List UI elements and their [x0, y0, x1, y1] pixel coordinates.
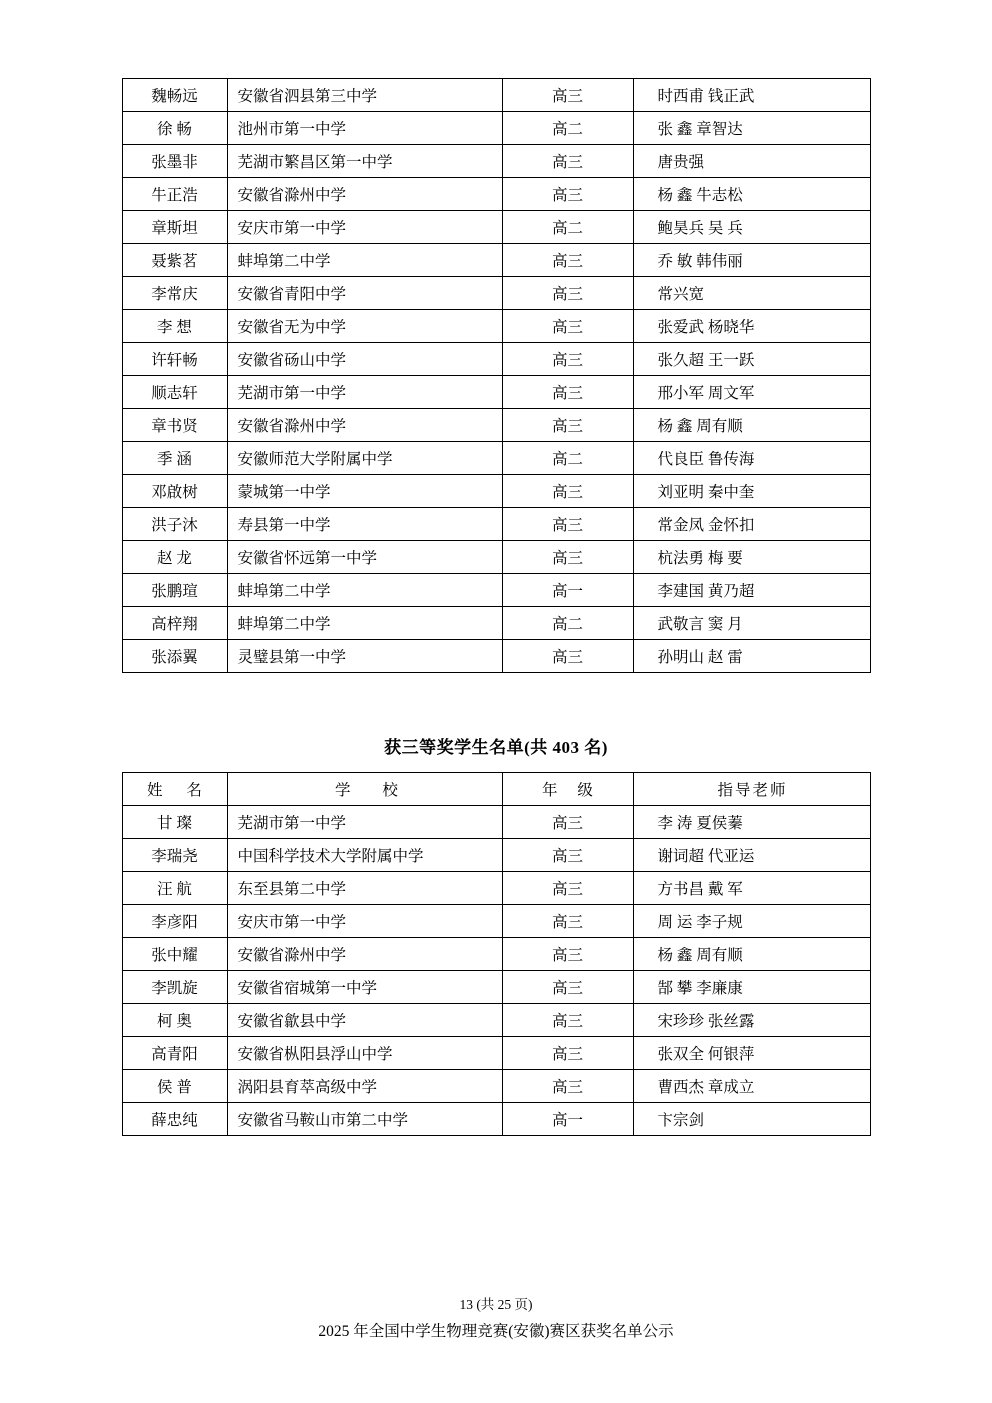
student-name: 章书贤: [122, 409, 227, 442]
student-grade: 高三: [502, 376, 633, 409]
student-name: 李彦阳: [122, 905, 227, 938]
student-name: 薛忠纯: [122, 1103, 227, 1136]
student-name: 汪 航: [122, 872, 227, 905]
student-teachers: 张爱武 杨晓华: [633, 310, 870, 343]
table-row: [122, 905, 870, 938]
student-name: 高梓翔: [122, 607, 227, 640]
table-row: [122, 343, 870, 376]
student-name: 李瑞尧: [122, 839, 227, 872]
table2-body: [122, 806, 870, 1136]
student-school: 蚌埠第二中学: [227, 574, 502, 607]
student-name: 柯 奥: [122, 1004, 227, 1037]
table-row: [122, 211, 870, 244]
student-school: 安徽省无为中学: [227, 310, 502, 343]
student-school: 芜湖市繁昌区第一中学: [227, 145, 502, 178]
table-row: [122, 872, 870, 905]
student-school: 蚌埠第二中学: [227, 244, 502, 277]
header-name: 姓 名: [122, 773, 227, 806]
student-teachers: 邢小军 周文军: [633, 376, 870, 409]
student-teachers: 杨 鑫 周有顺: [633, 409, 870, 442]
student-school: 安徽省滁州中学: [227, 178, 502, 211]
student-school: 安庆市第一中学: [227, 905, 502, 938]
table-row: [122, 112, 870, 145]
student-school: 蒙城第一中学: [227, 475, 502, 508]
student-grade: 高三: [502, 541, 633, 574]
table-row: [122, 277, 870, 310]
student-name: 甘 璨: [122, 806, 227, 839]
table-row: [122, 145, 870, 178]
student-teachers: 杨 鑫 牛志松: [633, 178, 870, 211]
student-teachers: 杨 鑫 周有顺: [633, 938, 870, 971]
student-teachers: 刘亚明 秦中奎: [633, 475, 870, 508]
table-row: [122, 178, 870, 211]
student-grade: 高三: [502, 640, 633, 673]
student-school: 安徽省滁州中学: [227, 409, 502, 442]
student-school: 灵璧县第一中学: [227, 640, 502, 673]
student-grade: 高三: [502, 806, 633, 839]
student-name: 李常庆: [122, 277, 227, 310]
table-row: [122, 1070, 870, 1103]
student-teachers: 唐贵强: [633, 145, 870, 178]
student-teachers: 李建国 黄乃超: [633, 574, 870, 607]
student-name: 张添翼: [122, 640, 227, 673]
table-row: [122, 607, 870, 640]
student-teachers: 鲍昊兵 吴 兵: [633, 211, 870, 244]
student-teachers: 曹西杰 章成立: [633, 1070, 870, 1103]
student-name: 李凯旋: [122, 971, 227, 1004]
table-row: [122, 806, 870, 839]
student-teachers: 时西甫 钱正武: [633, 79, 870, 112]
student-school: 东至县第二中学: [227, 872, 502, 905]
student-name: 侯 普: [122, 1070, 227, 1103]
student-school: 安徽省马鞍山市第二中学: [227, 1103, 502, 1136]
student-name: 徐 畅: [122, 112, 227, 145]
table-row: [122, 475, 870, 508]
student-school: 寿县第一中学: [227, 508, 502, 541]
first-prize-continued-table: [122, 78, 871, 673]
student-teachers: 方书昌 戴 军: [633, 872, 870, 905]
student-teachers: 常金凤 金怀扣: [633, 508, 870, 541]
student-school: 安徽省砀山中学: [227, 343, 502, 376]
table-row: [122, 79, 870, 112]
table-row: [122, 442, 870, 475]
student-grade: 高三: [502, 343, 633, 376]
student-school: 芜湖市第一中学: [227, 376, 502, 409]
student-teachers: 卞宗剑: [633, 1103, 870, 1136]
student-name: 季 涵: [122, 442, 227, 475]
student-school: 安庆市第一中学: [227, 211, 502, 244]
student-name: 聂紫茗: [122, 244, 227, 277]
table-row: [122, 839, 870, 872]
student-name: 邓啟树: [122, 475, 227, 508]
student-teachers: 张双全 何银萍: [633, 1037, 870, 1070]
student-grade: 高三: [502, 475, 633, 508]
page-number: 13 (共 25 页): [459, 1297, 533, 1312]
student-name: 顺志轩: [122, 376, 227, 409]
student-teachers: 杭法勇 梅 要: [633, 541, 870, 574]
student-teachers: 李 涛 夏侯蓁: [633, 806, 870, 839]
student-teachers: 张久超 王一跃: [633, 343, 870, 376]
student-grade: 高三: [502, 971, 633, 1004]
student-school: 安徽省泗县第三中学: [227, 79, 502, 112]
student-name: 张墨非: [122, 145, 227, 178]
table-row: [122, 508, 870, 541]
student-grade: 高三: [502, 244, 633, 277]
student-name: 洪子沐: [122, 508, 227, 541]
student-grade: 高三: [502, 409, 633, 442]
table-row: [122, 310, 870, 343]
third-prize-heading: 获三等奖学生名单(共 403 名): [384, 738, 608, 757]
student-grade: 高二: [502, 607, 633, 640]
student-school: 安徽省歙县中学: [227, 1004, 502, 1037]
student-teachers: 代良臣 鲁传海: [633, 442, 870, 475]
student-grade: 高三: [502, 1004, 633, 1037]
third-prize-table: [122, 772, 871, 1136]
student-grade: 高三: [502, 1070, 633, 1103]
table-row: [122, 1004, 870, 1037]
student-teachers: 张 鑫 章智达: [633, 112, 870, 145]
student-grade: 高三: [502, 310, 633, 343]
student-name: 牛正浩: [122, 178, 227, 211]
table-row: [122, 409, 870, 442]
student-school: 安徽省宿城第一中学: [227, 971, 502, 1004]
student-name: 魏畅远: [122, 79, 227, 112]
student-name: 李 想: [122, 310, 227, 343]
table-row: [122, 244, 870, 277]
table-row: [122, 640, 870, 673]
student-grade: 高三: [502, 839, 633, 872]
table-row: [122, 1037, 870, 1070]
student-school: 中国科学技术大学附属中学: [227, 839, 502, 872]
student-grade: 高三: [502, 79, 633, 112]
page-footer: [0, 1293, 992, 1341]
student-grade: 高三: [502, 872, 633, 905]
table-row: [122, 541, 870, 574]
student-school: 安徽省怀远第一中学: [227, 541, 502, 574]
student-school: 安徽省滁州中学: [227, 938, 502, 971]
student-school: 芜湖市第一中学: [227, 806, 502, 839]
student-grade: 高二: [502, 112, 633, 145]
student-teachers: 周 运 李子规: [633, 905, 870, 938]
student-grade: 高一: [502, 574, 633, 607]
student-school: 蚌埠第二中学: [227, 607, 502, 640]
student-grade: 高一: [502, 1103, 633, 1136]
footer-title: 2025 年全国中学生物理竞赛(安徽)赛区获奖名单公示: [318, 1323, 674, 1340]
student-school: 安徽省青阳中学: [227, 277, 502, 310]
student-school: 安徽省枞阳县浮山中学: [227, 1037, 502, 1070]
student-grade: 高三: [502, 508, 633, 541]
student-teachers: 常兴宽: [633, 277, 870, 310]
student-grade: 高三: [502, 938, 633, 971]
header-grade: 年 级: [502, 773, 633, 806]
table-row: [122, 938, 870, 971]
header-teachers: 指导老师: [633, 773, 870, 806]
student-name: 许轩畅: [122, 343, 227, 376]
student-name: 章斯坦: [122, 211, 227, 244]
student-school: 池州市第一中学: [227, 112, 502, 145]
student-school: 安徽师范大学附属中学: [227, 442, 502, 475]
student-grade: 高三: [502, 277, 633, 310]
table-row: [122, 1103, 870, 1136]
student-teachers: 武敬言 窦 月: [633, 607, 870, 640]
table-row: [122, 574, 870, 607]
student-grade: 高三: [502, 178, 633, 211]
student-grade: 高三: [502, 905, 633, 938]
student-teachers: 郜 攀 李廉康: [633, 971, 870, 1004]
student-grade: 高二: [502, 442, 633, 475]
student-teachers: 乔 敏 韩伟丽: [633, 244, 870, 277]
student-school: 涡阳县育萃高级中学: [227, 1070, 502, 1103]
section-spacer: [0, 673, 992, 733]
student-name: 张中耀: [122, 938, 227, 971]
table1-body: [122, 79, 870, 673]
student-teachers: 谢词超 代亚运: [633, 839, 870, 872]
header-school: 学 校: [227, 773, 502, 806]
table-row: [122, 376, 870, 409]
student-grade: 高二: [502, 211, 633, 244]
student-teachers: 宋珍珍 张丝露: [633, 1004, 870, 1037]
student-grade: 高三: [502, 145, 633, 178]
student-teachers: 孙明山 赵 雷: [633, 640, 870, 673]
table-header-row: [122, 773, 870, 806]
student-grade: 高三: [502, 1037, 633, 1070]
student-name: 张鹏瑄: [122, 574, 227, 607]
student-name: 高青阳: [122, 1037, 227, 1070]
table2-head: [122, 773, 870, 806]
student-name: 赵 龙: [122, 541, 227, 574]
table-row: [122, 971, 870, 1004]
